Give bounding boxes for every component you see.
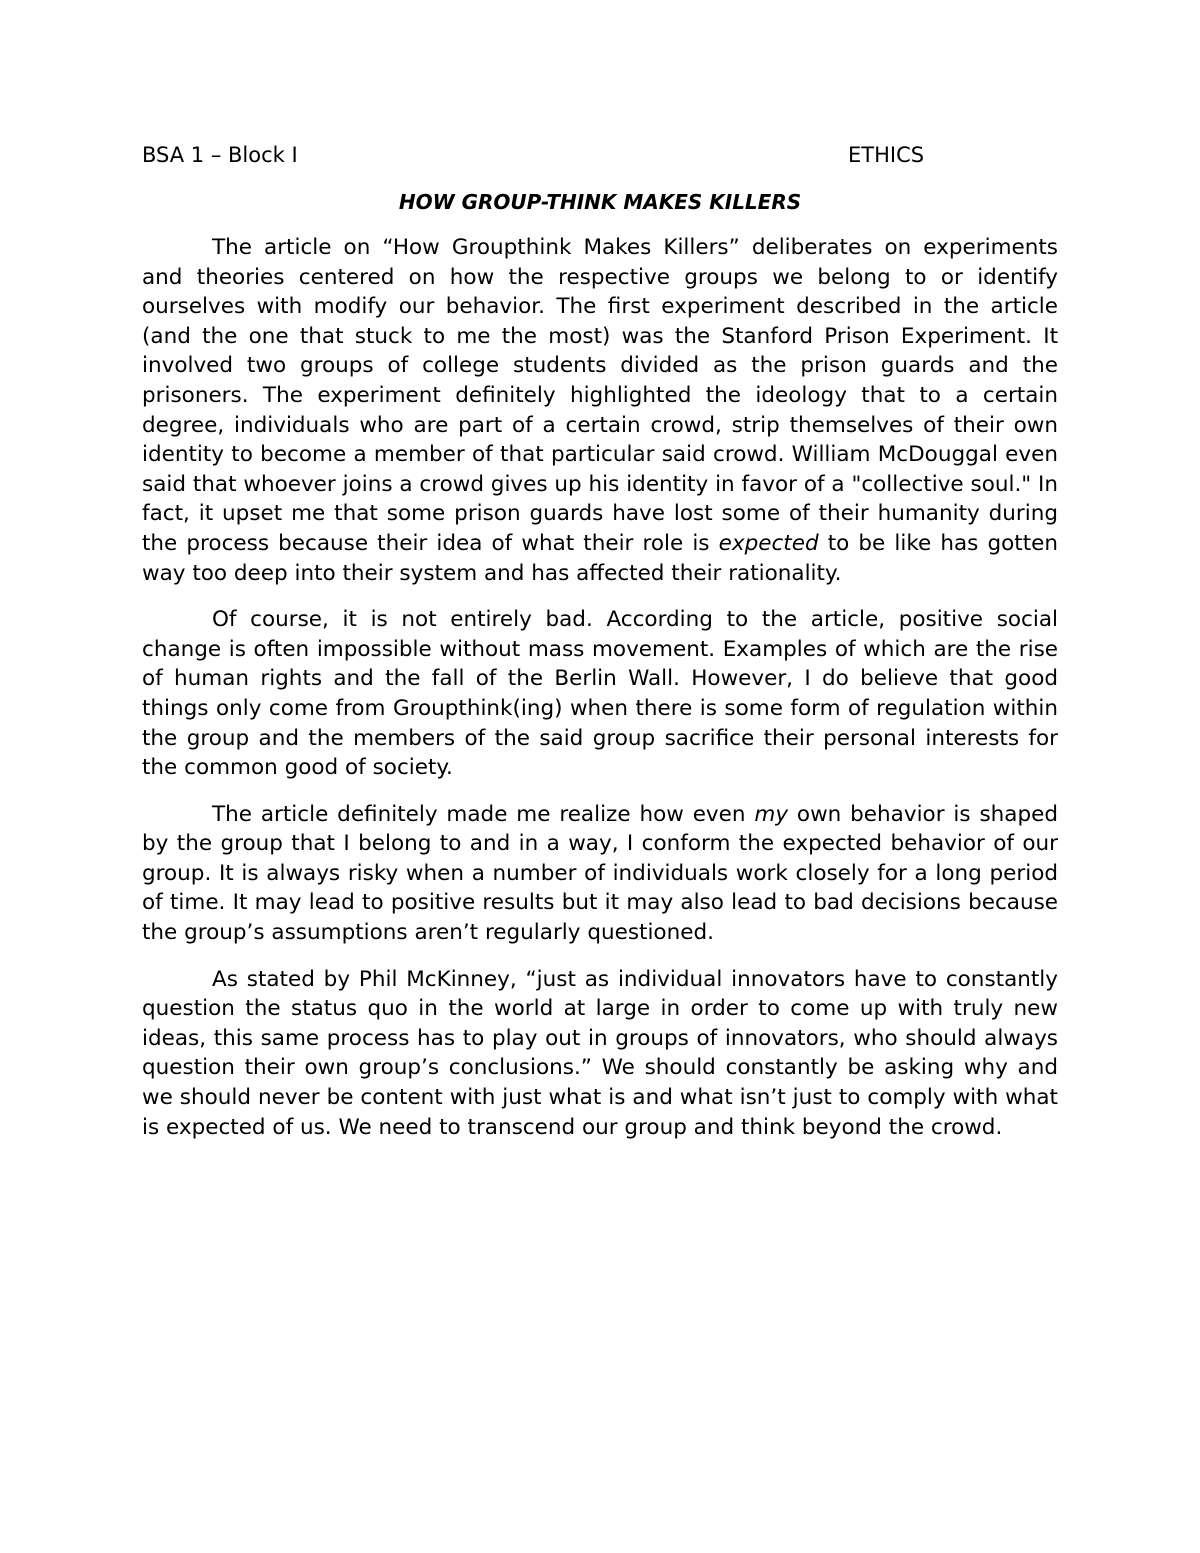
paragraph-2	[142, 605, 1058, 783]
paragraph-1	[142, 233, 1058, 588]
course-block-label: BSA 1 – Block I	[142, 143, 298, 167]
paragraph-1-text-end: to be like has gotten way too deep into their system and has affected their rationality.	[142, 530, 1059, 586]
paragraph-4-text: As stated by Phil McKinney, “just as individual innovators have to constantly question the status quo in the world at large in order to come up with truly new ideas, this same process has to play out in groups of innovators, who should always question their own group’s conclusions.” We should constantly be asking why and we should never be content with just what is and what isn’t just to comply with what is expected of us. We need to transcend our group and think beyond the crowd.	[142, 966, 1058, 1140]
essay-body	[142, 233, 1058, 1142]
subject-label: ETHICS	[848, 143, 925, 167]
paragraph-1-emphasis: expected	[718, 530, 819, 556]
document-header	[142, 140, 1058, 170]
essay-title: HOW GROUP-THINK MAKES KILLERS	[398, 190, 802, 214]
paragraph-3-emphasis: my	[754, 801, 789, 827]
document-page	[142, 140, 1058, 1159]
paragraph-3-text-end: own behavior is shaped by the group that I belong to and in a way, I conform the expected behavior of our group. It is always risky when a number of individuals work closely for a long period of time. It may lead to positive results but it may also lead to bad decisions because the group’s assumptions aren’t regularly questioned.	[142, 801, 1058, 946]
paragraph-2-text: Of course, it is not entirely bad. According to the article, positive social change is often impossible without mass movement. Examples of which are the rise of human rights and the fall of the Berlin Wall. However, I do believe that good things only come from Groupthink(ing) when there is some form of regulation within the group and the members of the said group sacrifice their personal interests for the common good of society.	[142, 607, 1058, 781]
paragraph-3-text-start: The article definitely made me realize how even	[212, 801, 755, 827]
paragraph-1-text-start: The article on “How Groupthink Makes Killers” deliberates on experiments and theories centered on how the respective groups we belong to or identify ourselves with modify our behavior. The first experiment described in the article (and the one that stuck to me the most) was the Stanford Prison Experiment. It involved two groups of college students divided as the prison guards and the prisoners. The experiment definitely highlighted the ideology that to a certain degree, individuals who are part of a certain crowd, strip themselves of their own identity to become a member of that particular said crowd. William McDouggal even said that whoever joins a crowd gives up his identity in favor of a "collective soul." In fact, it upset me that some prison guards have lost some of their humanity during the process because their idea of what their role is	[142, 235, 1058, 556]
paragraph-4	[142, 965, 1058, 1143]
paragraph-3	[142, 800, 1058, 948]
